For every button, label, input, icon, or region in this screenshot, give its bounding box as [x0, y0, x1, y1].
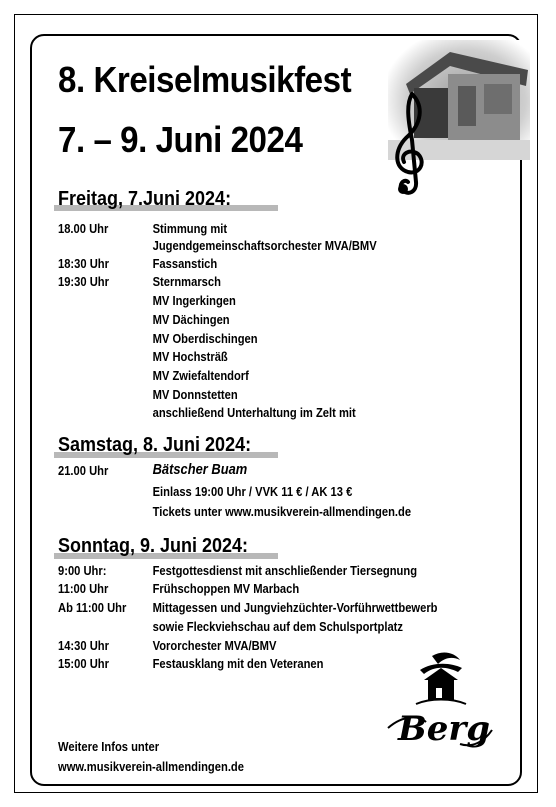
footer-info-label: Weitere Infos unter: [58, 739, 160, 754]
svg-text:Berg: Berg: [398, 709, 491, 749]
day-heading-saturday: Samstag, 8. Juni 2024:: [58, 434, 252, 456]
footer-website: www.musikverein-allmendingen.de: [58, 759, 244, 774]
berg-logo-icon: [380, 648, 500, 758]
day-heading-friday: Freitag, 7.Juni 2024:: [58, 188, 232, 210]
day-heading-sunday: Sonntag, 9. Juni 2024:: [58, 535, 249, 557]
event-dates: 7. – 9. Juni 2024: [58, 119, 303, 160]
event-title: 8. Kreiselmusikfest: [58, 59, 352, 100]
treble-clef-icon: [388, 90, 430, 202]
